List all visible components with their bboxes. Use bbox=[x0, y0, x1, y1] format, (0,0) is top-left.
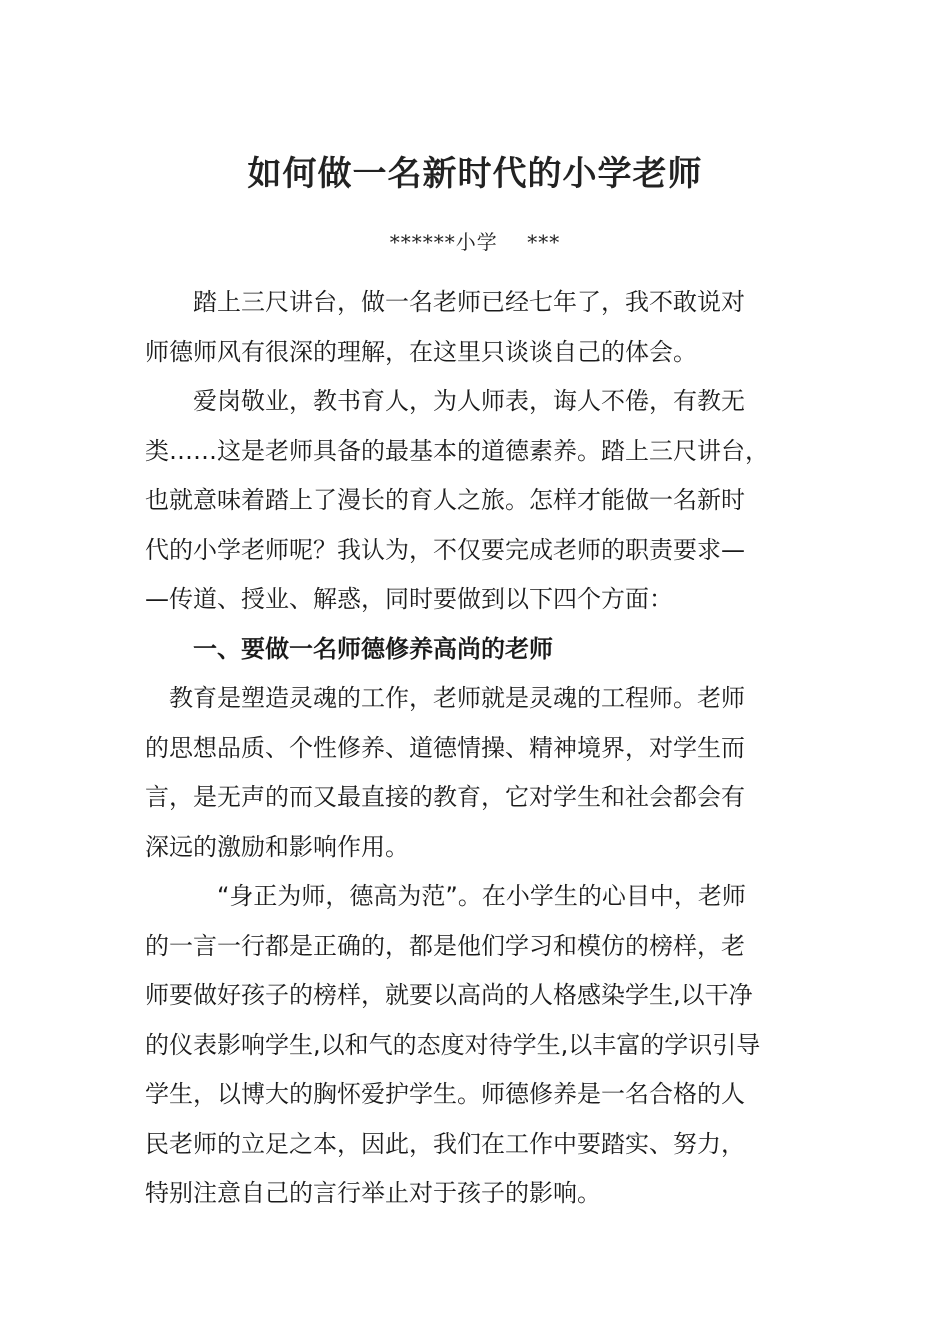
text-line: 特别注意自己的言行举止对于孩子的影响。 bbox=[145, 1179, 601, 1207]
text-line: 师要做好孩子的榜样，就要以高尚的人格感染学生,以干净 bbox=[145, 981, 753, 1009]
text-line: —传道、授业、解惑，同时要做到以下四个方面： bbox=[145, 585, 673, 613]
text-line: 的思想品质、个性修养、道德情操、精神境界，对学生而 bbox=[145, 733, 745, 762]
text-line: 的一言一行都是正确的，都是他们学习和模仿的榜样，老 bbox=[145, 931, 745, 960]
text-line: 类……这是老师具备的最基本的道德素养。踏上三尺讲台， bbox=[145, 436, 769, 465]
text-line: 爱岗敬业，教书育人，为人师表，诲人不倦，有教无 bbox=[145, 387, 745, 415]
text-line: 的仪表影响学生,以和气的态度对待学生,以丰富的学识引导 bbox=[145, 1030, 761, 1059]
text-line: 教育是塑造灵魂的工作，老师就是灵魂的工程师。老师 bbox=[145, 684, 745, 712]
text-line: 代的小学老师呢？我认为，不仅要完成老师的职责要求— bbox=[145, 535, 745, 564]
text-line: 踏上三尺讲台，做一名老师已经七年了，我不敢说对 bbox=[145, 288, 745, 316]
document-body bbox=[145, 278, 805, 1219]
text-line: 学生，以博大的胸怀爱护学生。师德修养是一名合格的人 bbox=[145, 1080, 745, 1108]
paragraph bbox=[145, 377, 805, 625]
text-line: 言，是无声的而又最直接的教育，它对学生和社会都会有 bbox=[145, 783, 745, 811]
text-line: 也就意味着踏上了漫长的育人之旅。怎样才能做一名新时 bbox=[145, 486, 745, 514]
section-heading bbox=[145, 625, 805, 675]
text-line: 一、要做一名师德修养高尚的老师 bbox=[145, 634, 553, 663]
text-line: 民老师的立足之本，因此，我们在工作中要踏实、努力， bbox=[145, 1129, 745, 1158]
author-line: ******小学 *** bbox=[389, 230, 561, 254]
text-line: 深远的激励和影响作用。 bbox=[145, 832, 409, 861]
paragraph bbox=[145, 872, 805, 1219]
paragraph bbox=[145, 674, 805, 872]
document-title: 如何做一名新时代的小学老师 bbox=[247, 154, 703, 194]
text-line: “身正为师，德高为范”。在小学生的心目中，老师 bbox=[145, 882, 746, 910]
text-line: 师德师风有很深的理解，在这里只谈谈自己的体会。 bbox=[145, 337, 697, 366]
paragraph bbox=[145, 278, 805, 377]
